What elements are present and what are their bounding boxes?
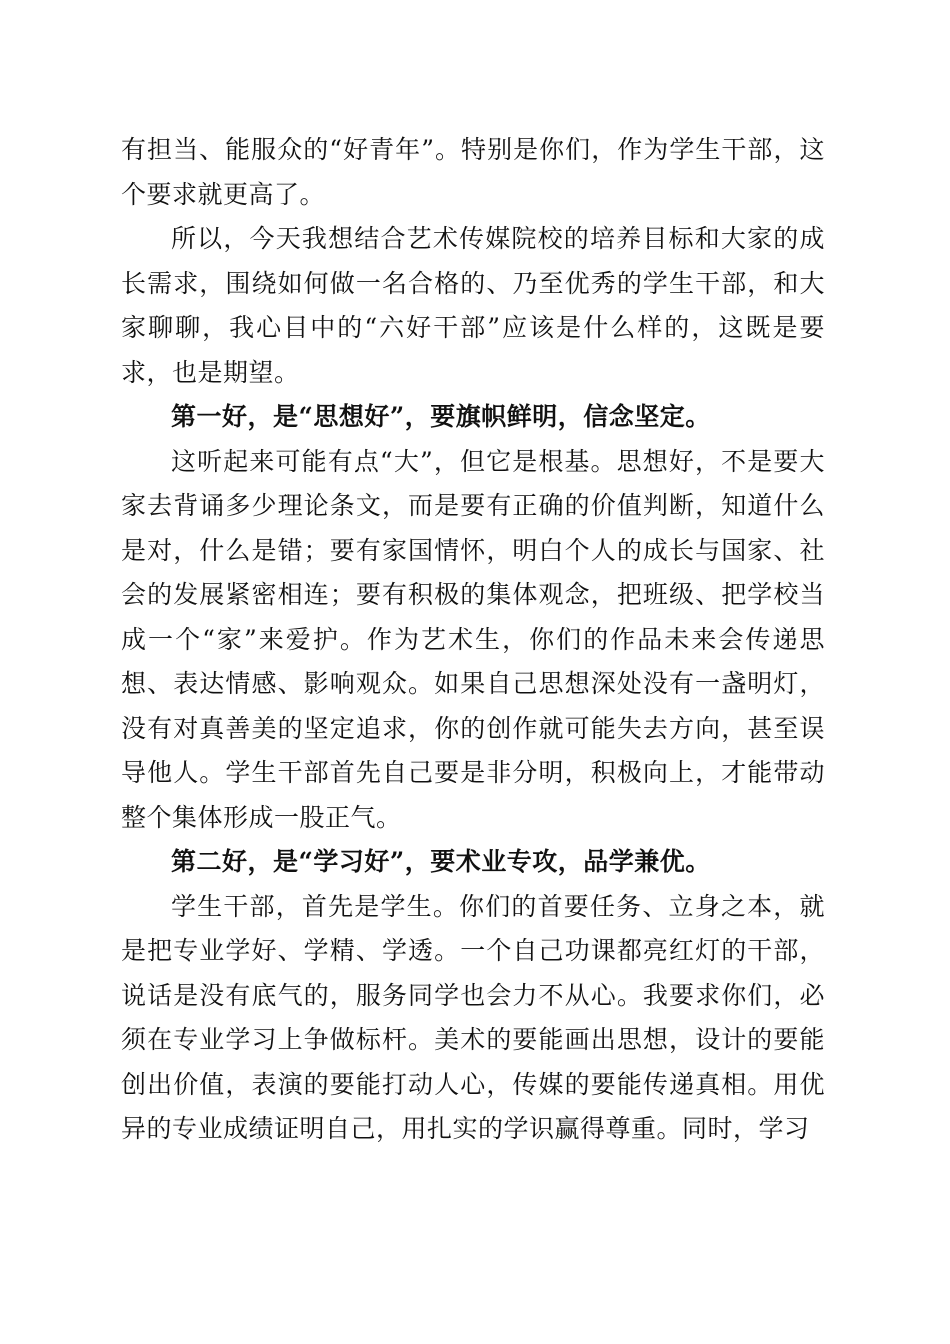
document-body [121,128,825,1152]
section-heading-1: 第一好，是“思想好”，要旗帜鲜明，信念坚定。 [171,402,711,431]
section-heading-2: 第二好，是“学习好”，要术业专攻，品学兼优。 [171,847,711,876]
paragraph-continuation: 有担当、能服众的“好青年”。特别是你们，作为学生干部，这个要求就更高了。 [121,135,825,209]
paragraph-section-1: 这听起来可能有点“大”，但它是根基。思想好，不是要大家去背诵多少理论条文，而是要有正确的价值判断，知道什么是对，什么是错；要有家国情怀，明白个人的成长与国家、社会的发展紧密相连；要有积极的集体观念，把班级、把学校当成一个“家”来爱护。作为艺术生，你们的作品未来会传递思想、表达情感、影响观众。如果自己思想深处没有一盏明灯，没有对真善美的坚定追求，你的创作就可能失去方向，甚至误导他人。学生干部首先自己要是非分明，积极向上，才能带动整个集体形成一股正气。 [121,446,825,832]
paragraph-intro: 所以，今天我想结合艺术传媒院校的培养目标和大家的成长需求，围绕如何做一名合格的、乃至优秀的学生干部，和大家聊聊，我心目中的“六好干部”应该是什么样的，这既是要求，也是期望。 [121,224,825,387]
paragraph-section-2: 学生干部，首先是学生。你们的首要任务、立身之本，就是把专业学好、学精、学透。一个自己功课都亮红灯的干部，说话是没有底气的，服务同学也会力不从心。我要求你们，必须在专业学习上争做标杆。美术的要能画出思想，设计的要能创出价值，表演的要能打动人心，传媒的要能传递真相。用优异的专业成绩证明自己，用扎实的学识赢得尊重。同时，学习 [121,891,825,1143]
